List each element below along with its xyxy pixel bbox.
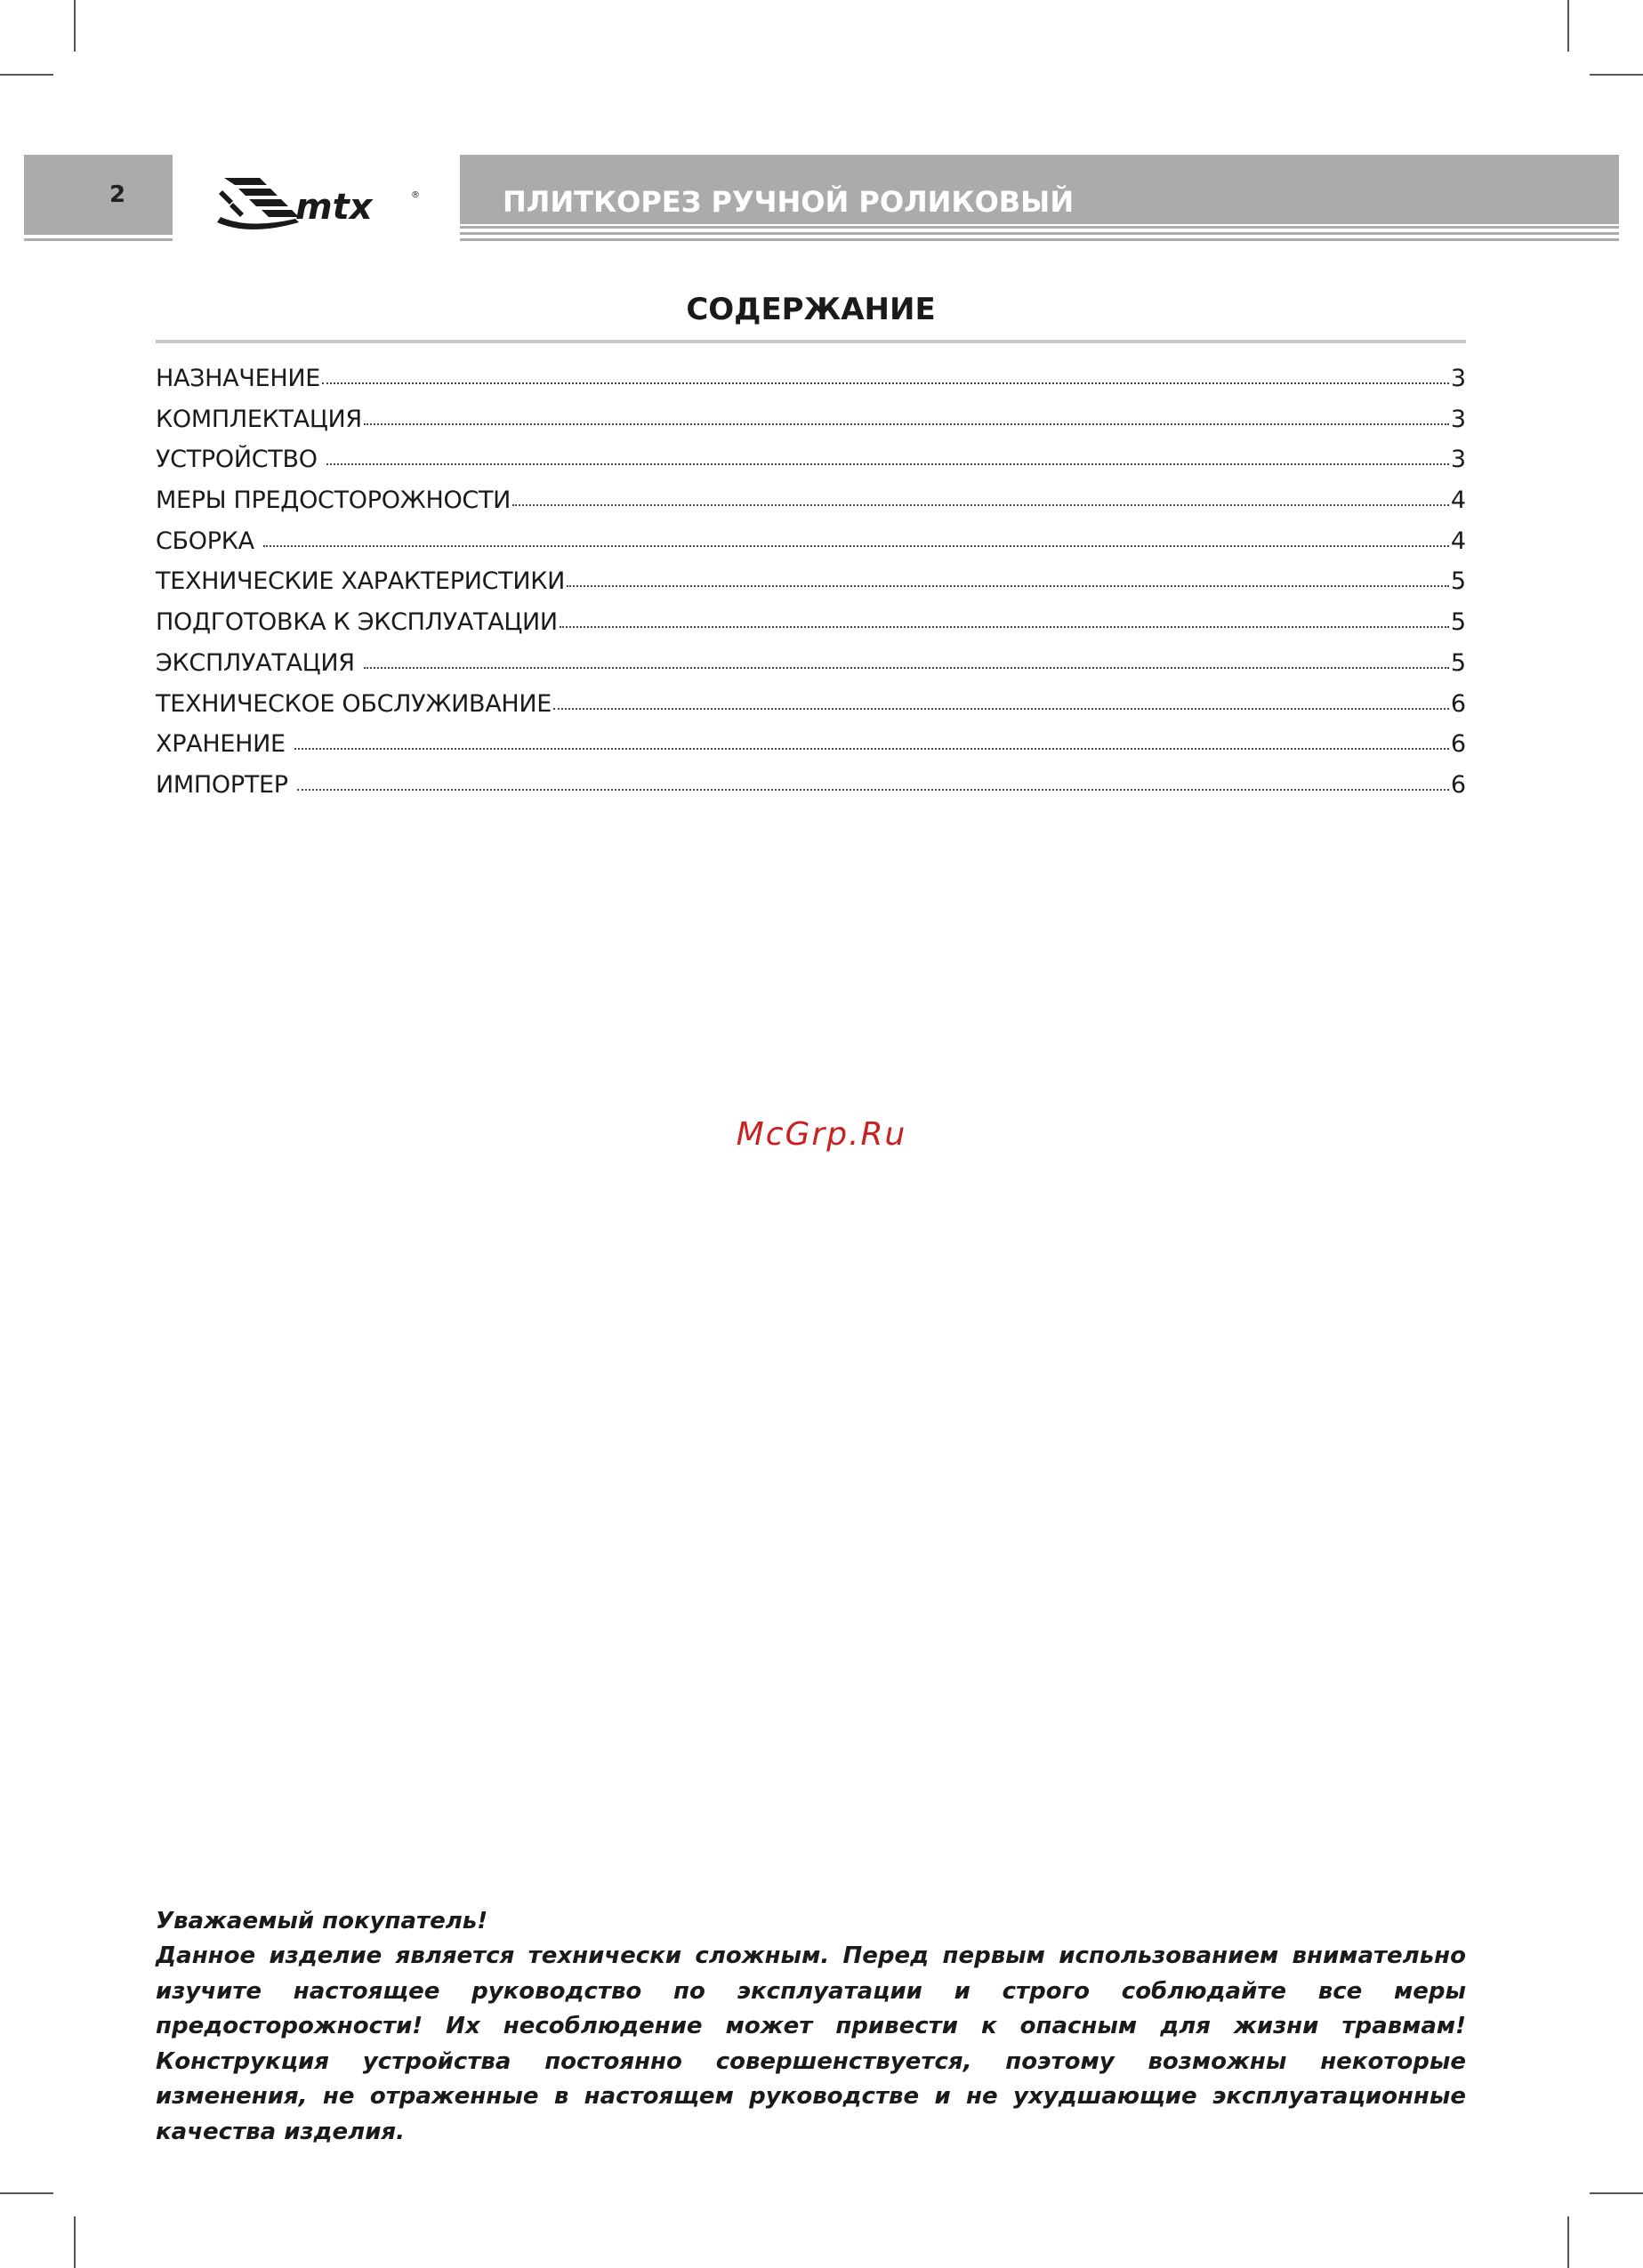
band-stripe xyxy=(24,232,173,235)
toc-leader-dots xyxy=(364,420,1449,425)
crop-mark xyxy=(0,2192,53,2194)
toc-entry-label: ИМПОРТЕР xyxy=(156,770,296,799)
toc-entry[interactable] xyxy=(156,487,1466,527)
toc-entry-page: 4 xyxy=(1450,527,1466,555)
toc-entry-page: 5 xyxy=(1450,608,1466,637)
toc-entry-page: 6 xyxy=(1450,770,1466,799)
toc-leader-dots xyxy=(294,744,1449,750)
toc-entry-page: 3 xyxy=(1450,446,1466,474)
toc-leader-dots xyxy=(263,542,1449,547)
toc-entry-page: 5 xyxy=(1450,567,1466,596)
toc-entry-label: ПОДГОТОВКА К ЭКСПЛУАТАЦИИ xyxy=(156,608,558,637)
notice-body: Данное изделие является технически сложным. Перед первым использованием внимательно изучите настоящее руководство по эксплуатации и строго соблюдайте все меры предосторожности! Их несоблюдение может привести к опасным для жизни травмам! Конструкция устройства постоянно совершенствуется, поэтому возможны некоторые изменения, не отраженные в настоящем руководстве и не ухудшающие эксплуатационные качества изделия. xyxy=(156,1942,1466,2145)
toc-entry-page: 5 xyxy=(1450,648,1466,677)
band-stripe xyxy=(24,238,173,241)
toc-entry[interactable] xyxy=(156,608,1466,649)
toc-heading: СОДЕРЖАНИЕ xyxy=(686,292,936,327)
toc-entry-page: 3 xyxy=(1450,405,1466,433)
toc-entry-label: СБОРКА xyxy=(156,527,262,555)
toc-divider xyxy=(156,340,1466,343)
watermark: McGrp.Ru xyxy=(736,1116,907,1153)
toc-entry-label: ХРАНЕНИЕ xyxy=(156,730,294,759)
toc-entry[interactable] xyxy=(156,406,1466,446)
document-title: ПЛИТКОРЕЗ РУЧНОЙ РОЛИКОВЫЙ xyxy=(503,185,1075,219)
toc-leader-dots xyxy=(326,460,1449,465)
toc-entry[interactable] xyxy=(156,649,1466,690)
band-stripe xyxy=(460,238,1619,241)
toc-entry-page: 3 xyxy=(1450,365,1466,392)
band-stripe xyxy=(460,232,1619,235)
band-stripe xyxy=(460,226,1619,229)
crop-mark xyxy=(74,0,76,52)
toc-entry-label: МЕРЫ ПРЕДОСТОРОЖНОСТИ xyxy=(156,487,511,515)
toc-entry-page: 4 xyxy=(1450,487,1466,515)
toc-leader-dots xyxy=(364,664,1449,669)
crop-mark xyxy=(1590,2192,1643,2194)
band-stripe xyxy=(24,226,173,229)
toc-entry[interactable] xyxy=(156,771,1466,812)
toc-entry-label: КОМПЛЕКТАЦИЯ xyxy=(156,405,362,433)
mtx-logo xyxy=(213,171,423,235)
toc-leader-dots xyxy=(322,379,1449,384)
toc-entry-page: 6 xyxy=(1450,689,1466,718)
toc-entry-label: НАЗНАЧЕНИЕ xyxy=(156,365,320,392)
toc-entry[interactable] xyxy=(156,690,1466,731)
toc-entry[interactable] xyxy=(156,527,1466,568)
crop-mark xyxy=(0,74,53,76)
toc-entry[interactable] xyxy=(156,446,1466,487)
toc-entry-label: ТЕХНИЧЕСКОЕ ОБСЛУЖИВАНИЕ xyxy=(156,689,552,718)
toc-leader-dots xyxy=(560,623,1449,628)
crop-mark xyxy=(74,2216,76,2268)
toc-entry-label: ТЕХНИЧЕСКИЕ ХАРАКТЕРИСТИКИ xyxy=(156,567,566,596)
toc-entry[interactable] xyxy=(156,567,1466,608)
notice-greeting: Уважаемый покупатель! xyxy=(156,1908,488,1934)
crop-mark xyxy=(1567,0,1569,52)
page-number: 2 xyxy=(109,181,126,208)
toc-leader-dots xyxy=(297,785,1449,791)
table-of-contents xyxy=(156,365,1466,812)
toc-entry-label: УСТРОЙСТВО xyxy=(156,446,325,474)
crop-mark xyxy=(1567,2216,1569,2268)
toc-entry-label: ЭКСПЛУАТАЦИЯ xyxy=(156,648,362,677)
toc-leader-dots xyxy=(512,501,1449,506)
toc-entry[interactable] xyxy=(156,365,1466,406)
toc-leader-dots xyxy=(567,582,1449,587)
svg-text:mtx: mtx xyxy=(295,187,373,228)
toc-leader-dots xyxy=(553,704,1449,710)
buyer-notice xyxy=(156,1903,1466,2150)
crop-mark xyxy=(1590,74,1643,76)
toc-entry[interactable] xyxy=(156,730,1466,771)
toc-entry-page: 6 xyxy=(1450,730,1466,759)
svg-text:®: ® xyxy=(411,190,420,200)
